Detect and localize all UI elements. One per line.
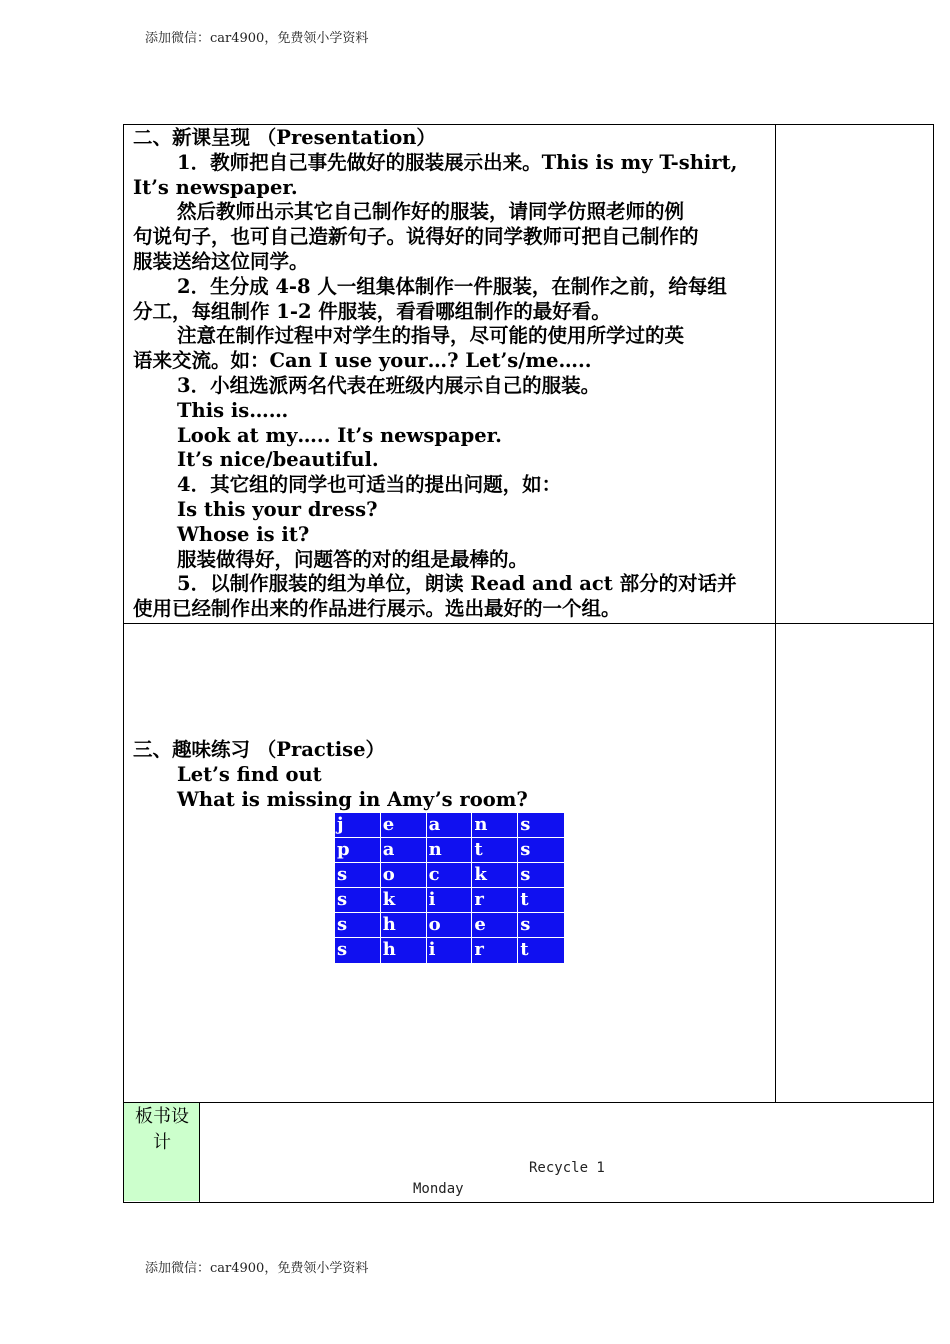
grid-cell: r bbox=[472, 888, 518, 913]
grid-cell: c bbox=[427, 863, 473, 888]
section-heading: 三、趣味练习 （Practise） bbox=[133, 738, 386, 761]
practise-line: What is missing in Amy’s room? bbox=[177, 787, 528, 811]
grid-cell: h bbox=[381, 938, 427, 963]
paragraph: 1．教师把自己事先做好的服装展示出来。This is my T-shirt, bbox=[177, 150, 738, 174]
grid-cell: k bbox=[381, 888, 427, 913]
grid-cell: t bbox=[472, 838, 518, 863]
grid-cell: o bbox=[381, 863, 427, 888]
footer-note: 添加微信：car4900，免费领小学资料 bbox=[145, 1261, 369, 1276]
grid-cell: s bbox=[335, 938, 381, 963]
paragraph: 4．其它组的同学也可适当的提出问题，如： bbox=[177, 473, 562, 497]
grid-cell: e bbox=[381, 813, 427, 838]
paragraph: 注意在制作过程中对学生的指导，尽可能的使用所学过的英 bbox=[177, 324, 685, 348]
right-column-divider bbox=[775, 124, 776, 1103]
letter-grid bbox=[335, 813, 564, 963]
grid-cell: a bbox=[427, 813, 473, 838]
grid-cell: i bbox=[427, 938, 473, 963]
paragraph: 分工，每组制作 1-2 件服装，看看哪组制作的最好看。 bbox=[133, 299, 611, 323]
practise-section bbox=[133, 738, 769, 812]
paragraph: 5．以制作服装的组为单位，朗读 Read and act 部分的对话并 bbox=[177, 572, 737, 596]
example-sentence: Whose is it? bbox=[177, 522, 310, 546]
grid-cell: e bbox=[472, 913, 518, 938]
header-note: 添加微信：car4900，免费领小学资料 bbox=[145, 31, 369, 46]
grid-cell: j bbox=[335, 813, 381, 838]
paragraph: 3．小组选派两名代表在班级内展示自己的服装。 bbox=[177, 373, 601, 397]
board-subtitle: Monday bbox=[413, 1181, 464, 1197]
grid-cell: s bbox=[518, 863, 564, 888]
paragraph: It’s newspaper. bbox=[133, 175, 298, 199]
row-divider-2 bbox=[123, 1102, 934, 1103]
paragraph: 2．生分成 4-8 人一组集体制作一件服装，在制作之前，给每组 bbox=[177, 274, 727, 298]
board-label-divider bbox=[199, 1102, 200, 1202]
row-divider-1 bbox=[123, 623, 934, 624]
grid-cell: i bbox=[427, 888, 473, 913]
paragraph: 然后教师出示其它自己制作好的服装，请同学仿照老师的例 bbox=[177, 200, 685, 224]
grid-cell: t bbox=[518, 888, 564, 913]
grid-cell: s bbox=[518, 813, 564, 838]
example-sentence: It’s nice/beautiful. bbox=[177, 448, 379, 472]
grid-cell: s bbox=[518, 838, 564, 863]
grid-cell: n bbox=[472, 813, 518, 838]
presentation-section bbox=[133, 126, 769, 622]
board-title: Recycle 1 bbox=[529, 1160, 605, 1176]
example-sentence: This is…… bbox=[177, 398, 289, 422]
grid-cell: p bbox=[335, 838, 381, 863]
practise-line: Let’s find out bbox=[177, 762, 322, 786]
grid-cell: s bbox=[335, 863, 381, 888]
grid-cell: h bbox=[381, 913, 427, 938]
board-label: 板书设计 bbox=[135, 1106, 189, 1153]
paragraph: 使用已经制作出来的作品进行展示。选出最好的一个组。 bbox=[133, 597, 621, 621]
example-sentence: Is this your dress? bbox=[177, 497, 378, 521]
section-heading: 二、新课呈现 （Presentation） bbox=[133, 126, 436, 149]
grid-cell: t bbox=[520, 939, 529, 960]
grid-cell: n bbox=[427, 838, 473, 863]
paragraph: 服装送给这位同学。 bbox=[133, 249, 309, 273]
grid-cell: o bbox=[427, 913, 473, 938]
grid-cell: k bbox=[472, 863, 518, 888]
paragraph: 语来交流。如：Can I use your…? Let’s/me….. bbox=[133, 349, 592, 373]
example-sentence: Look at my….. It’s newspaper. bbox=[177, 423, 502, 447]
grid-cell: a bbox=[381, 838, 427, 863]
paragraph: 服装做得好，问题答的对的组是最棒的。 bbox=[177, 547, 529, 571]
grid-cell: s bbox=[335, 888, 381, 913]
grid-cell: s bbox=[335, 913, 381, 938]
paragraph: 句说句子，也可自己造新句子。说得好的同学教师可把自己制作的 bbox=[133, 225, 699, 249]
grid-cell: s bbox=[518, 913, 564, 938]
grid-cell: r bbox=[472, 938, 518, 963]
